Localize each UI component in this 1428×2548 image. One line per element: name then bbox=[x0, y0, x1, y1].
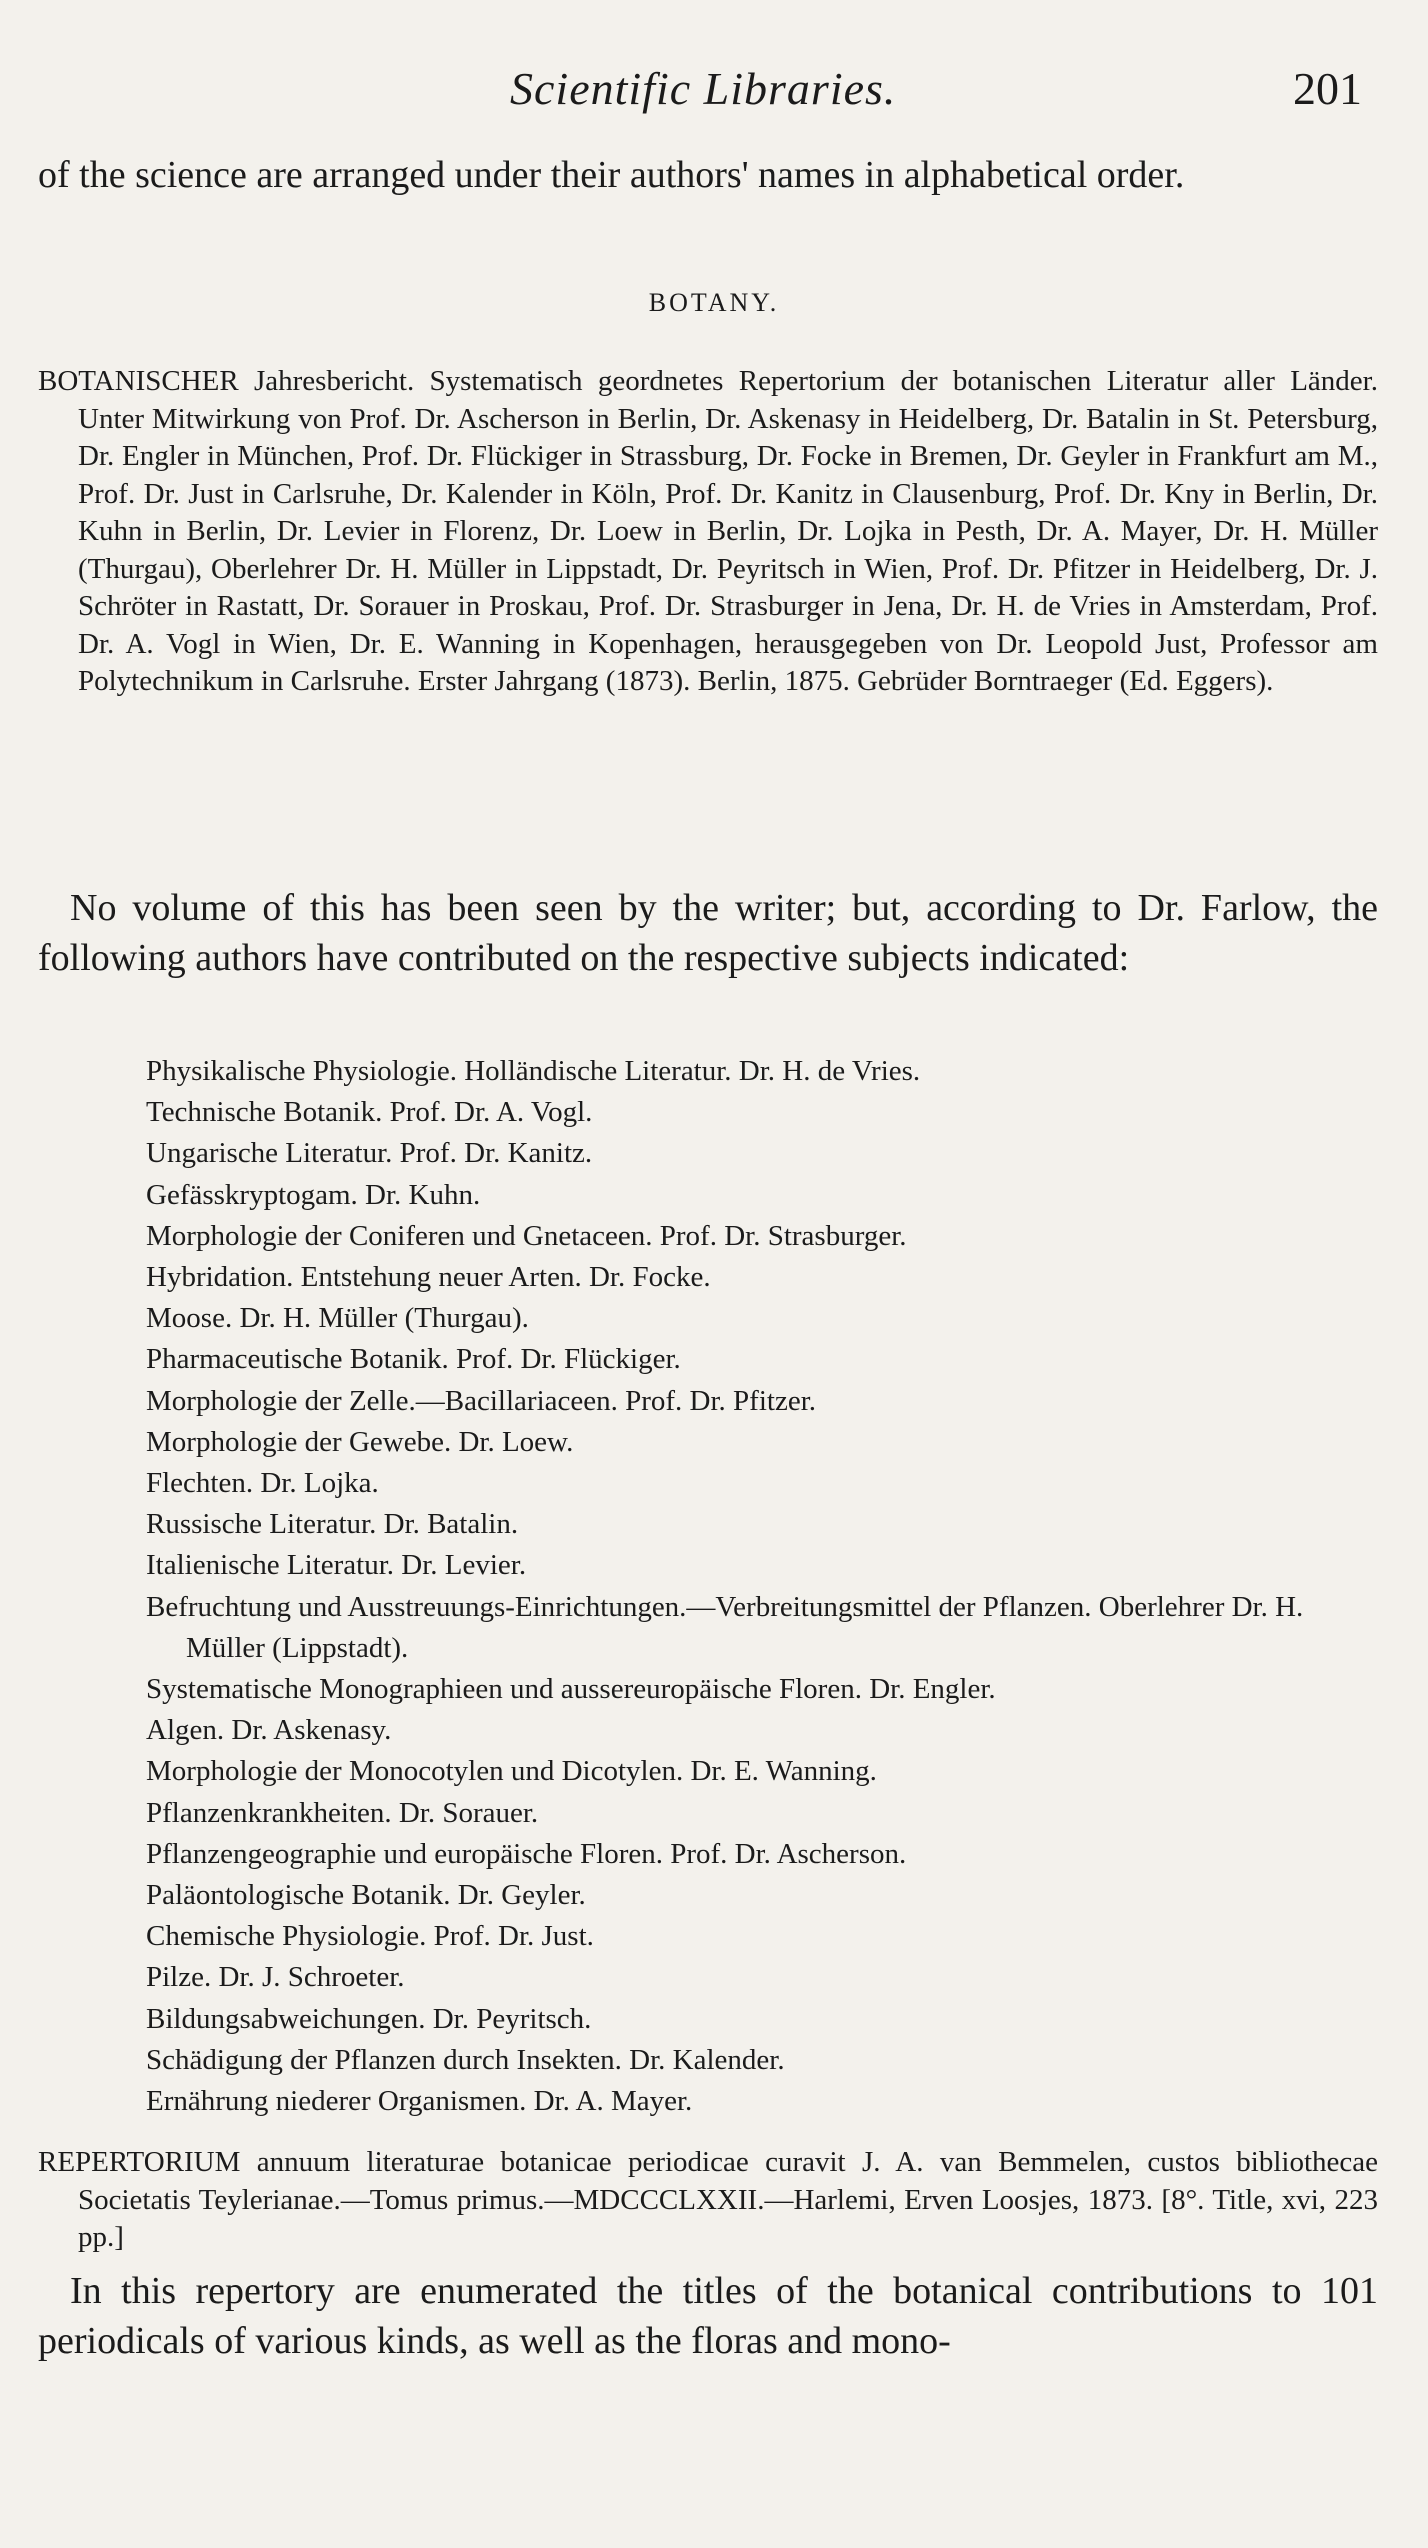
list-item: Morphologie der Coniferen und Gnetaceen. Prof. Dr. Strasburger. bbox=[146, 1219, 907, 1252]
list-item: Moose. Dr. H. Müller (Thurgau). bbox=[146, 1302, 529, 1335]
list-item: Hybridation. Entstehung neuer Arten. Dr. Focke. bbox=[146, 1261, 711, 1294]
bibliographic-entry-repertorium-annuum: REPERTORIUM annuum literaturae botanicae periodicae curavit J. A. van Bemmelen, custos bibliothecae Societatis Teylerianae.—Tomus primus.—MDCCCLXXII.—Harlemi, Erven Loosjes, 1873. [8°. Title, xvi, 223 pp.] bbox=[38, 2146, 1378, 2253]
list-item: Pflanzenkrankheiten. Dr. Sorauer. bbox=[146, 1796, 539, 1829]
commentary-paragraph: No volume of this has been seen by the writer; but, according to Dr. Farlow, the following authors have contributed on the respective subjects indicated: bbox=[38, 887, 1378, 979]
bibliographic-entry-botanischer-jahresbericht: BOTANISCHER Jahresbericht. Systematisch geordnetes Repertorium der botanischen Literatur aller Länder. Unter Mitwirkung von Prof. Dr. Ascherson in Berlin, Dr. Askenasy in Heidelberg, Dr. Batalin in St. Petersburg, Dr. Engler in München, Prof. Dr. Flückiger in Strassburg, Dr. Focke in Bremen, Dr. Geyler in Frankfurt am M., Prof. Dr. Just in Carlsruhe, Dr. Kalender in Köln, Prof. Dr. Kanitz in Clausenburg, Prof. Dr. Kny in Berlin, Dr. Kuhn in Berlin, Dr. Levier in Florenz, Dr. Loew in Berlin, Dr. Lojka in Pesth, Dr. A. Mayer, Dr. H. Müller (Thurgau), Oberlehrer Dr. H. Müller in Lippstadt, Dr. Peyritsch in Wien, Prof. Dr. Pfitzer in Heidelberg, Dr. J. Schröter in Rastatt, Dr. Sorauer in Proskau, Prof. Dr. Strasburger in Jena, Dr. H. de Vries in Amsterdam, Prof. Dr. A. Vogl in Wien, Dr. E. Wanning in Kopenhagen, herausgegeben von Dr. Leopold Just, Professor am Polytechnikum in Carlsruhe. Erster Jahrgang (1873). Berlin, 1875. Gebrüder Borntraeger (Ed. Eggers). bbox=[38, 365, 1378, 697]
list-item: Morphologie der Gewebe. Dr. Loew. bbox=[146, 1425, 574, 1458]
page-number: 201 bbox=[1293, 63, 1362, 114]
intro-continuation-paragraph: of the science are arranged under their authors' names in alphabetical order. bbox=[38, 154, 1185, 196]
list-item: Italienische Literatur. Dr. Levier. bbox=[146, 1549, 527, 1582]
list-item: Pflanzengeographie und europäische Floren. Prof. Dr. Ascherson. bbox=[146, 1837, 907, 1870]
list-item: Morphologie der Zelle.—Bacillariaceen. Prof. Dr. Pfitzer. bbox=[146, 1384, 817, 1417]
closing-paragraph: In this repertory are enumerated the titles of the botanical contributions to 101 periodicals of various kinds, as well as the floras and mono- bbox=[38, 2270, 1378, 2362]
list-item: Ernährung niederer Organismen. Dr. A. Mayer. bbox=[146, 2085, 693, 2118]
list-item: Technische Botanik. Prof. Dr. A. Vogl. bbox=[146, 1096, 593, 1129]
list-item: Schädigung der Pflanzen durch Insekten. Dr. Kalender. bbox=[146, 2043, 785, 2076]
list-item: Algen. Dr. Askenasy. bbox=[146, 1714, 392, 1747]
list-item: Bildungsabweichungen. Dr. Peyritsch. bbox=[146, 2002, 592, 2035]
section-heading-botany: BOTANY. bbox=[648, 288, 780, 317]
list-item: Flechten. Dr. Lojka. bbox=[146, 1467, 379, 1500]
list-item: Morphologie der Monocotylen und Dicotylen. Dr. E. Wanning. bbox=[146, 1755, 877, 1788]
contributor-topic-list bbox=[146, 1051, 1378, 2122]
list-item: Russische Literatur. Dr. Batalin. bbox=[146, 1508, 519, 1541]
list-item: Befruchtung und Ausstreuungs-Einrichtungen.—Verbreitungsmittel der Pflanzen. Oberlehrer Dr. H. Müller (Lippstadt). bbox=[146, 1590, 1304, 1664]
list-item: Pilze. Dr. J. Schroeter. bbox=[146, 1961, 405, 1994]
list-item: Ungarische Literatur. Prof. Dr. Kanitz. bbox=[146, 1137, 593, 1170]
list-item: Paläontologische Botanik. Dr. Geyler. bbox=[146, 1879, 586, 1912]
running-title: Scientific Libraries. bbox=[510, 63, 897, 114]
list-item: Chemische Physiologie. Prof. Dr. Just. bbox=[146, 1920, 594, 1953]
list-item: Pharmaceutische Botanik. Prof. Dr. Flückiger. bbox=[146, 1343, 681, 1376]
list-item: Gefässkryptogam. Dr. Kuhn. bbox=[146, 1178, 481, 1211]
list-item: Physikalische Physiologie. Holländische Literatur. Dr. H. de Vries. bbox=[146, 1055, 921, 1087]
running-head bbox=[0, 62, 1428, 132]
list-item: Systematische Monographieen und aussereuropäische Floren. Dr. Engler. bbox=[146, 1673, 996, 1706]
